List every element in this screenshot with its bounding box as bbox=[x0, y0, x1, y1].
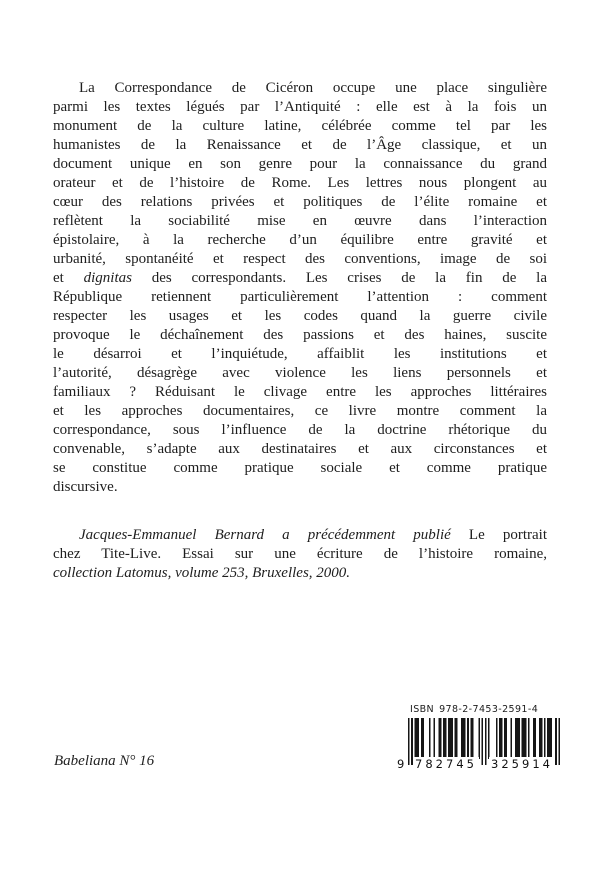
blurb-line: monument de la culture latine, célébrée comme tel par les bbox=[53, 118, 547, 134]
blurb-line: humanistes de la Renaissance et de l’Âge classique, et un bbox=[53, 137, 547, 153]
blurb-line: document unique en son genre pour la connaissance du grand bbox=[53, 156, 547, 172]
blurb-line: République retiennent particulièrement l’attention : comment bbox=[53, 289, 547, 305]
author-bio-note bbox=[53, 526, 547, 583]
bio-line bbox=[53, 526, 547, 545]
blurb-line: orateur et de l’histoire de Rome. Les lettres nous plongent au bbox=[53, 175, 547, 191]
blurb-line: provoque le déchaînement des passions et des haines, suscite bbox=[53, 327, 547, 343]
blurb-line: respecter les usages et les codes quand la guerre civile bbox=[53, 308, 547, 324]
bio-italic-text: Jacques-Emmanuel Bernard a précédemment publié bbox=[79, 527, 451, 543]
blurb-line: le désarroi et l’inquiétude, affaiblit les institutions et bbox=[53, 346, 547, 362]
ean-lead-digit: 9 bbox=[397, 757, 405, 771]
dignitas-emphasis: dignitas bbox=[83, 270, 132, 286]
blurb-line: et les approches documentaires, ce livre montre comment la bbox=[53, 403, 547, 419]
isbn-number: 978-2-7453-2591-4 bbox=[439, 704, 539, 715]
blurb-line: reflètent la sociabilité mise en œuvre dans l’interaction bbox=[53, 213, 547, 229]
isbn-line bbox=[410, 704, 538, 715]
blurb-line: parmi les textes légués par l’Antiquité : elle est à la fois un bbox=[53, 99, 547, 115]
blurb-line: se constitue comme pratique sociale et comme pratique bbox=[53, 460, 547, 476]
blurb-text: et bbox=[53, 270, 84, 286]
blurb-line: discursive. bbox=[53, 479, 118, 495]
isbn-label: ISBN bbox=[410, 704, 435, 715]
ean-left-group: 782745 bbox=[413, 757, 479, 771]
blurb-line-dignitas bbox=[53, 269, 547, 288]
bio-line: chez Tite-Live. Essai sur une écriture de l’histoire romaine, bbox=[53, 546, 547, 562]
ean-digits bbox=[396, 757, 562, 772]
bio-line: collection Latomus, volume 253, Bruxelles, 2000. bbox=[53, 565, 351, 581]
barcode-block bbox=[396, 704, 562, 776]
blurb-paragraph bbox=[53, 79, 547, 497]
ean-right-group: 325914 bbox=[489, 757, 555, 771]
blurb-line: La Correspondance de Cicéron occupe une place singulière bbox=[79, 80, 547, 96]
blurb-line: familiaux ? Réduisant le clivage entre les approches littéraires bbox=[53, 384, 547, 400]
blurb-line: convenable, s’adapte aux destinataires et aux circonstances et bbox=[53, 441, 547, 457]
bio-book-title: Le portrait bbox=[450, 527, 547, 543]
blurb-line: urbanité, spontanéité et respect des conventions, image de soi bbox=[53, 251, 547, 267]
blurb-line: l’autorité, désagrège avec violence les liens personnels et bbox=[53, 365, 547, 381]
blurb-line: cœur des relations privées et politiques de l’élite romaine et bbox=[53, 194, 547, 210]
blurb-line: épistolaire, à la recherche d’un équilibre entre gravité et bbox=[53, 232, 547, 248]
blurb-line: correspondance, sous l’influence de la doctrine rhétorique du bbox=[53, 422, 547, 438]
series-label: Babeliana N° 16 bbox=[54, 753, 155, 769]
blurb-text: des correspondants. Les crises de la fin de la bbox=[131, 270, 547, 286]
